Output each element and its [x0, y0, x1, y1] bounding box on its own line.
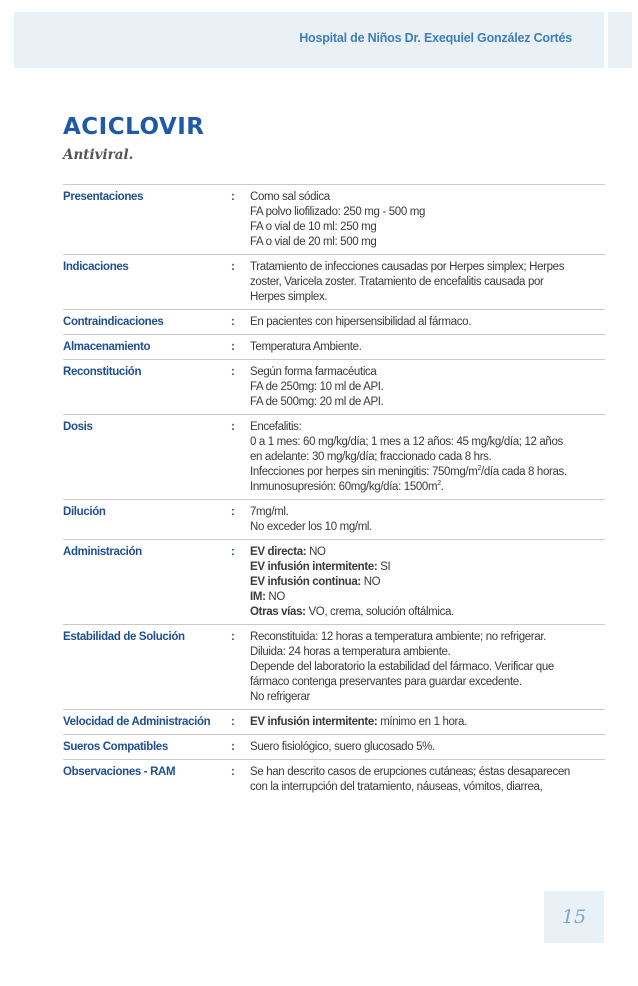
value-line	[250, 660, 605, 675]
value-line-text: Depende del laboratorio la estabilidad del fármaco. Verificar que	[250, 661, 554, 673]
value-line	[250, 690, 605, 705]
value-line	[250, 205, 605, 220]
row-value	[250, 255, 605, 310]
value-line	[250, 395, 605, 410]
row-colon: :	[231, 341, 235, 353]
row-value	[250, 415, 605, 500]
page-number: 15	[561, 906, 587, 928]
value-line-text: FA o vial de 10 ml: 250 mg	[250, 221, 377, 233]
row-colon: :	[231, 191, 235, 203]
row-label: Contraindicaciones	[63, 316, 164, 328]
value-line	[250, 715, 605, 730]
value-line-superscript: 2	[477, 465, 481, 473]
drug-title: ACICLOVIR	[63, 114, 205, 140]
value-line	[250, 435, 605, 450]
value-line-text: No refrigerar	[250, 691, 310, 703]
row-colon: :	[231, 316, 235, 328]
value-line-bold: IM:	[250, 591, 266, 603]
drug-class: Antiviral.	[63, 147, 134, 163]
row-label: Velocidad de Administración	[63, 716, 211, 728]
table-row	[63, 185, 605, 255]
value-line	[250, 545, 605, 560]
value-line	[250, 340, 605, 355]
row-colon: :	[231, 421, 235, 433]
value-line-text: Inmunosupresión: 60mg/kg/día: 1500m	[250, 481, 438, 493]
row-value	[250, 540, 605, 625]
value-line	[250, 365, 605, 380]
row-label: Administración	[63, 546, 142, 558]
table-row	[63, 710, 605, 735]
page-number-box	[544, 891, 604, 943]
value-line	[250, 645, 605, 660]
value-line	[250, 420, 605, 435]
row-label: Reconstitución	[63, 366, 142, 378]
row-label: Sueros Compatibles	[63, 741, 168, 753]
row-label: Presentaciones	[63, 191, 144, 203]
table-row	[63, 540, 605, 625]
row-label: Dosis	[63, 421, 93, 433]
value-line-text: En pacientes con hipersensibilidad al fármaco.	[250, 316, 472, 328]
value-line-text: Infecciones por herpes sin meningitis: 750mg/m	[250, 466, 478, 478]
value-line-text: FA de 250mg: 10 ml de API.	[250, 381, 384, 393]
table-row	[63, 500, 605, 540]
row-colon: :	[231, 546, 235, 558]
value-line	[250, 575, 605, 590]
row-value	[250, 500, 605, 540]
row-colon: :	[231, 766, 235, 778]
value-line-text: NO	[360, 576, 381, 588]
row-colon: :	[231, 506, 235, 518]
value-line	[250, 605, 605, 620]
value-line	[250, 275, 605, 290]
table-row	[63, 335, 605, 360]
row-value	[250, 625, 605, 710]
table-row	[63, 360, 605, 415]
table-row	[63, 255, 605, 310]
row-label: Estabilidad de Solución	[63, 631, 185, 643]
value-line-bold: EV infusión intermitente:	[250, 561, 378, 573]
row-value	[250, 335, 605, 360]
value-line	[250, 675, 605, 690]
value-line-text: NO	[265, 591, 285, 603]
drug-info-table	[63, 184, 605, 799]
value-line	[250, 465, 605, 480]
table-row	[63, 735, 605, 760]
value-line-text: Temperatura Ambiente.	[250, 341, 362, 353]
value-line-text: en adelante: 30 mg/kg/día; fraccionado cada 8 hrs.	[250, 451, 492, 463]
value-line-text: 0 a 1 mes: 60 mg/kg/día; 1 mes a 12 años: 45 mg/kg/día; 12 años	[250, 436, 563, 448]
value-line	[250, 235, 605, 250]
value-line-text: Diluida: 24 horas a temperatura ambiente.	[250, 646, 451, 658]
row-value	[250, 185, 605, 255]
value-line-bold: EV directa:	[250, 546, 307, 558]
row-label: Dilución	[63, 506, 106, 518]
value-line-text: Se han descrito casos de erupciones cutáneas; éstas desaparecen	[250, 766, 570, 778]
value-line-text: zoster, Varicela zoster. Tratamiento de encefalitis causada por	[250, 276, 544, 288]
value-line	[250, 290, 605, 305]
value-line	[250, 380, 605, 395]
table-row	[63, 625, 605, 710]
row-colon: :	[231, 741, 235, 753]
value-line-text: 7mg/ml.	[250, 506, 289, 518]
value-line	[250, 505, 605, 520]
value-line	[250, 480, 605, 495]
value-line-text: fármaco contenga preservantes para guardar excedente.	[250, 676, 522, 688]
row-colon: :	[231, 261, 235, 273]
value-line-text: No exceder los 10 mg/ml.	[250, 521, 372, 533]
value-line	[250, 315, 605, 330]
table-row	[63, 415, 605, 500]
value-line-text: Como sal sódica	[250, 191, 330, 203]
row-value	[250, 735, 605, 760]
value-line-text: mínimo en 1 hora.	[377, 716, 467, 728]
row-value	[250, 760, 605, 800]
value-line-text: Herpes simplex.	[250, 291, 328, 303]
value-line	[250, 765, 605, 780]
value-line-text: con la interrupción del tratamiento, náuseas, vómitos, diarrea,	[250, 781, 543, 793]
value-line	[250, 190, 605, 205]
value-line	[250, 560, 605, 575]
value-line	[250, 450, 605, 465]
value-line	[250, 590, 605, 605]
row-colon: :	[231, 631, 235, 643]
value-line-text: SI	[377, 561, 391, 573]
value-line	[250, 740, 605, 755]
value-line	[250, 520, 605, 535]
value-line-text: VO, crema, solución oftálmica.	[305, 606, 454, 618]
value-line-text-after: /día cada 8 horas.	[481, 466, 567, 478]
value-line-text: NO	[306, 546, 326, 558]
hospital-name: Hospital de Niños Dr. Exequiel González Cortés	[299, 31, 572, 45]
value-line-text: Tratamiento de infecciones causadas por Herpes simplex; Herpes	[250, 261, 565, 273]
value-line-text: Reconstituida: 12 horas a temperatura ambiente; no refrigerar.	[250, 631, 547, 643]
row-colon: :	[231, 716, 235, 728]
row-label: Observaciones - RAM	[63, 766, 176, 778]
row-value	[250, 360, 605, 415]
table-row	[63, 310, 605, 335]
value-line	[250, 630, 605, 645]
value-line	[250, 220, 605, 235]
row-label: Indicaciones	[63, 261, 129, 273]
value-line-bold: EV infusión intermitente:	[250, 716, 378, 728]
value-line-text: FA de 500mg: 20 ml de API.	[250, 396, 384, 408]
row-value	[250, 710, 605, 735]
value-line-bold: EV infusión continua:	[250, 576, 361, 588]
value-line-text: Suero fisiológico, suero glucosado 5%.	[250, 741, 435, 753]
value-line-text-after: .	[440, 481, 444, 493]
value-line-text: Encefalitis:	[250, 421, 302, 433]
value-line-text: FA polvo liofilizado: 250 mg - 500 mg	[250, 206, 425, 218]
row-label: Almacenamiento	[63, 341, 151, 353]
value-line	[250, 780, 605, 795]
value-line-bold: Otras vías:	[250, 606, 306, 618]
value-line-text: FA o vial de 20 ml: 500 mg	[250, 236, 377, 248]
row-colon: :	[231, 366, 235, 378]
row-value	[250, 310, 605, 335]
drug-info-table-body	[63, 185, 605, 800]
header-band-edge	[608, 12, 632, 68]
table-row	[63, 760, 605, 800]
value-line-text: Según forma farmacéutica	[250, 366, 377, 378]
value-line	[250, 260, 605, 275]
value-line-superscript: 2	[437, 480, 441, 488]
